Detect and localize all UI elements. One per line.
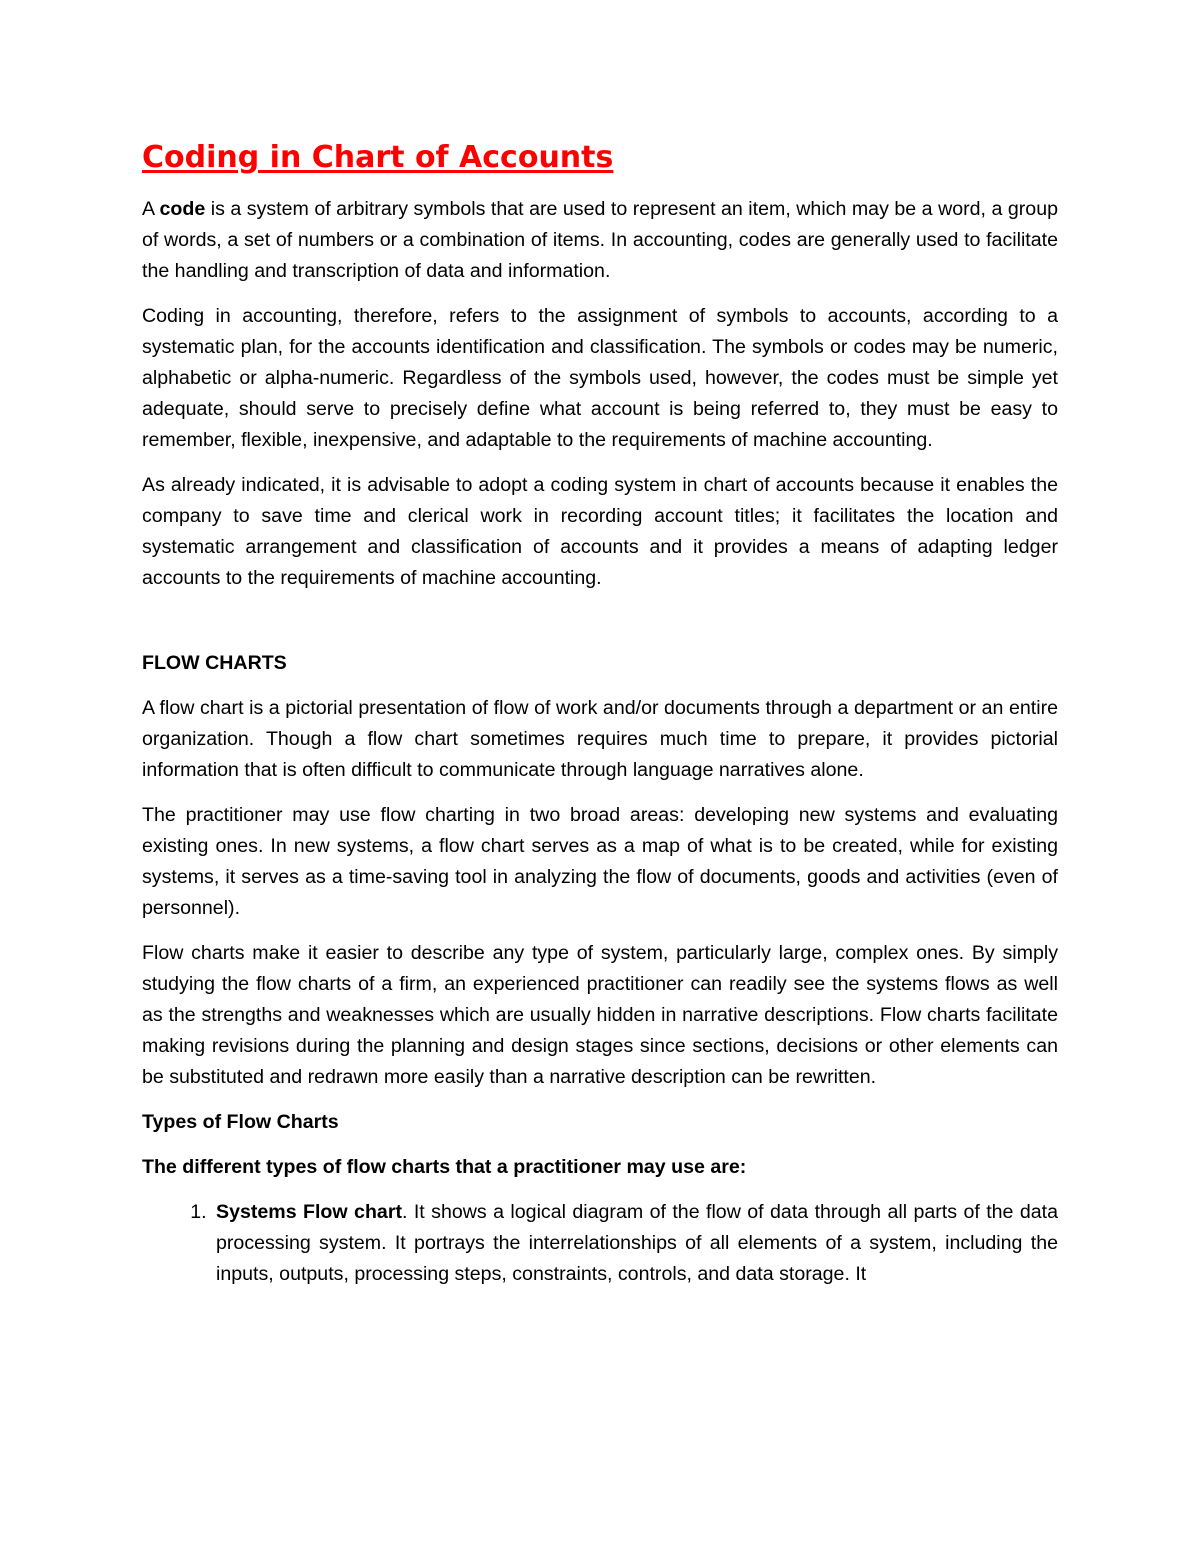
document-page — [142, 128, 1058, 1290]
list-item — [212, 1197, 1058, 1290]
page-title: Coding in Chart of Accounts — [142, 140, 614, 175]
para1-after: is a system of arbitrary symbols that are used to represent an item, which may be a word, a group of words, a set of numbers or a combination of items. In accounting, codes are generally used to facilitate the handling and transcription of data and information. — [142, 198, 1059, 282]
para1-before: A — [142, 198, 160, 220]
types-intro: The different types of flow charts that a practitioner may use are: — [142, 1156, 747, 1178]
flow-chart-types-list — [142, 1197, 1058, 1290]
paragraph-flow-chart-benefits: Flow charts make it easier to describe any type of system, particularly large, complex ones. By simply studying the flow charts of a firm, an experienced practitioner can readily see the systems flows as well as the strengths and weaknesses which are usually hidden in narrative descriptions. Flow charts facilitate making revisions during the planning and design stages since sections, decisions or other elements can be substituted and redrawn more easily than a narrative description can be rewritten. — [142, 942, 1058, 1088]
paragraph-code-definition — [142, 194, 1058, 287]
flow-charts-heading: FLOW CHARTS — [142, 652, 287, 674]
paragraph-advisable-coding: As already indicated, it is advisable to adopt a coding system in chart of accounts because it enables the company to save time and clerical work in recording account titles; it facilitates the location and systematic arrangement and classification of accounts and it provides a means of adapting ledger accounts to the requirements of machine accounting. — [142, 474, 1058, 589]
list-item-text: . It shows a logical diagram of the flow of data through all parts of the data processing system. It portrays the interrelationships of all elements of a system, including the inputs, outputs, processing steps, constraints, controls, and data storage. It — [216, 1201, 1059, 1285]
para1-bold-code: code — [159, 198, 206, 220]
section-spacer — [142, 608, 1058, 648]
types-of-flow-charts-heading: Types of Flow Charts — [142, 1111, 339, 1133]
paragraph-coding-in-accounting: Coding in accounting, therefore, refers to the assignment of symbols to accounts, according to a systematic plan, for the accounts identification and classification. The symbols or codes may be numeric, alphabetic or alpha-numeric. Regardless of the symbols used, however, the codes must be simple yet adequate, should serve to precisely define what account is being referred to, they must be easy to remember, flexible, inexpensive, and adaptable to the requirements of machine accounting. — [142, 305, 1058, 451]
paragraph-flow-chart-uses: The practitioner may use flow charting in two broad areas: developing new systems and evaluating existing ones. In new systems, a flow chart serves as a map of what is to be created, while for existing systems, it serves as a time-saving tool in analyzing the flow of documents, goods and activities (even of personnel). — [142, 804, 1058, 919]
paragraph-flow-chart-definition: A flow chart is a pictorial presentation of flow of work and/or documents through a department or an entire organization. Though a flow chart sometimes requires much time to prepare, it provides pictorial information that is often difficult to communicate through language narratives alone. — [142, 697, 1058, 781]
list-item-bold-label: Systems Flow chart — [216, 1201, 402, 1223]
